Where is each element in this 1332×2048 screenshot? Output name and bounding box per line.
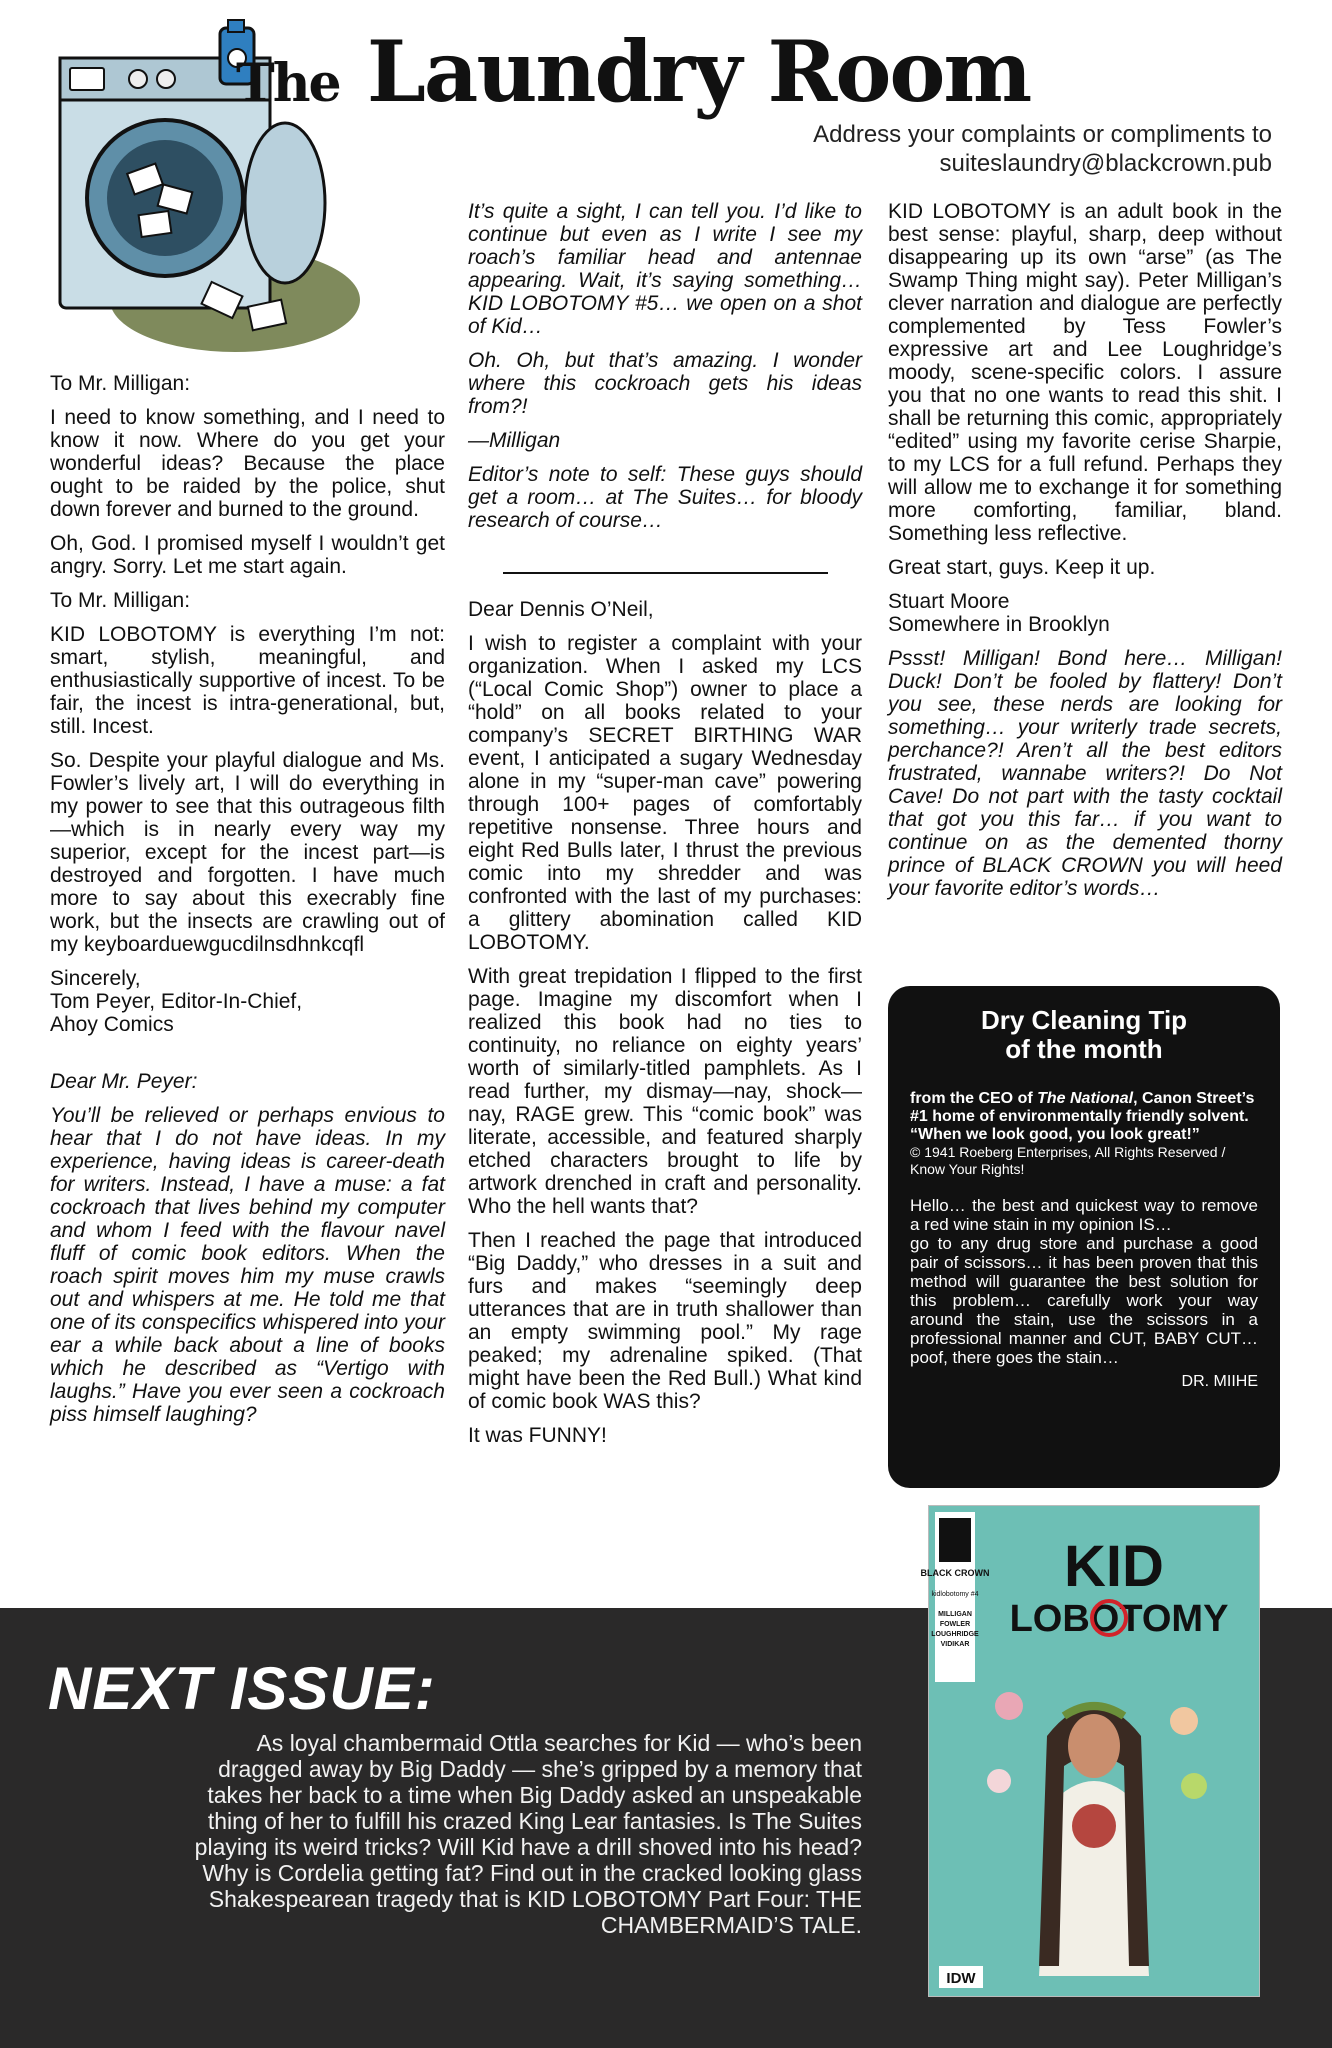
address-block	[813, 120, 1272, 178]
column-1	[50, 372, 445, 1437]
reply-paragraph: You’ll be relieved or perhaps envious to hear that I do not have ideas. In my experience, having ideas is career-death for writers. Instead, I have a muse: a fat cockroach that lives behind my computer and whom I feed with the flavour navel fluff of comic book editors. When the roach spirit moves him my muse crawls out and whispers at me. He told me that one of its conspecifics whispered into your ear a while back about a line of books which he described as “Vertigo with laughs.” Have you ever seen a cockroach piss himself laughing?	[50, 1104, 445, 1426]
letter-salutation: Dear Dennis O’Neil,	[468, 598, 654, 621]
letter-paragraph: I wish to register a complaint with your organization. When I asked my LCS (“Local Comic Shop”) owner to place a “hold” on all books related to your company’s SECRET BIRTHING WAR event, I anticipated a sugary Wednesday alone in my “super-man cave” powering through 100+ pages of comfortably repetitive nonsense. Three hours and eight Red Bulls later, I thrust the previous comic into my shredder and was confronted with the last of my purchases: a glittery abomination called KID LOBOTOMY.	[468, 632, 862, 954]
cake-icon	[1170, 1707, 1198, 1735]
signature-line: Ahoy Comics	[50, 1013, 174, 1036]
dry-cleaning-tip-box	[888, 986, 1280, 1488]
tip-title	[910, 1006, 1258, 1064]
page-title	[236, 22, 1031, 121]
cover-credit: FOWLER	[939, 1621, 971, 1628]
tip-slogan: “When we look good, you look great!”	[910, 1126, 1200, 1143]
column-2	[468, 200, 862, 1458]
cover-credit: LOUGHRIDGE	[931, 1631, 979, 1638]
comic-cover-image	[920, 1505, 1260, 1997]
cake-icon	[1181, 1773, 1207, 1799]
section-divider	[503, 572, 828, 574]
tip-title-line: of the month	[1005, 1034, 1163, 1064]
reply-paragraph: Oh. Oh, but that’s amazing. I wonder where this cockroach gets his ideas from?!	[468, 349, 862, 418]
signature-line: Sincerely,	[50, 967, 141, 990]
cover-issue: kidlobotomy #4	[931, 1591, 979, 1598]
letter-paragraph: KID LOBOTOMY is everything I’m not: smart, stylish, meaningful, and enthusiastically supportive of incest. To be fair, the incest is intra-generational, but, still. Incest.	[50, 623, 445, 738]
letter-paragraph: Oh, God. I promised myself I wouldn’t get angry. Sorry. Let me start again.	[50, 532, 445, 578]
letter-paragraph: With great trepidation I flipped to the first page. Imagine my discomfort when I realized this book had no ties to continuity, no reliance on eighty years’ worth of similarly-titled pamphlets. As I read further, my dismay—nay, shock—nay, RAGE grew. This “comic book” was literate, accessible, and featured sharply etched characters brought to life by artwork drenched in craft and personality. Who the hell wants that?	[468, 965, 862, 1218]
signature-line: Stuart Moore	[888, 590, 1010, 613]
cover-face	[1068, 1714, 1120, 1778]
reply-paragraph: It’s quite a sight, I can tell you. I’d like to continue but even as I write I see my roach’s familiar head and antennae appearing. Wait, it’s saying something… KID LOBOTOMY #5… we open on a shot of Kid…	[468, 200, 862, 338]
next-issue-description: As loyal chambermaid Ottla searches for Kid — who’s been dragged away by Big Daddy — she’s gripped by a memory that takes her back to a time when Big Daddy asked an unspeakable thing of her to fulfill his crazed King Lear fantasies. Is The Suites playing its weird tricks? Will Kid have a drill shoved into his head? Why is Cordelia getting fat? Find out in the cracked looking glass Shakespearean tragedy that is KID LOBOTOMY Part Four: THE CHAMBERMAID’S TALE.	[194, 1730, 862, 1938]
cover-title-line: LOBOTOMY	[1009, 1598, 1229, 1640]
letter-paragraph: So. Despite your playful dialogue and Ms. Fowler’s lively art, I will do everything in my power to see that this outrageous filth—which is in nearly every way my superior, except for the incest part—is destroyed and forgotten. I have much more to say about this execrably fine work, but the insects are crawling out of my keyboarduewgucdilnsdhnkcqfl	[50, 749, 445, 956]
tip-title-line: Dry Cleaning Tip	[980, 1005, 1188, 1035]
tip-from-prefix: from the CEO of	[910, 1090, 1038, 1107]
letter-signature	[50, 967, 445, 1036]
cover-art	[920, 1506, 1259, 1996]
tip-from	[910, 1090, 1258, 1126]
tip-signature: DR. MIIHE	[1181, 1373, 1258, 1390]
tip-from-suffix: , Canon Street’s #1 home of environmentally friendly solvent.	[910, 1090, 1255, 1125]
tip-body	[910, 1196, 1258, 1367]
cake-icon	[995, 1692, 1023, 1720]
cover-imprint: IDW	[946, 1970, 976, 1987]
signature-line: Somewhere in Brooklyn	[888, 613, 1110, 636]
letter-paragraph: Great start, guys. Keep it up.	[888, 556, 1156, 579]
email-address: suiteslaundry@blackcrown.pub	[939, 150, 1272, 177]
knob-icon	[129, 70, 147, 88]
tip-paragraph: go to any drug store and purchase a good pair of scissors… it has been proven that this method will guarantee the best solution for this problem… carefully work your way around the stain, use the scissors in a professional manner and CUT, BABY CUT…poof, there goes the stain…	[910, 1234, 1258, 1367]
column-3	[888, 200, 1282, 911]
envelope-icon	[139, 211, 172, 237]
cake-icon	[1072, 1804, 1116, 1848]
open-door	[245, 123, 325, 283]
next-issue-heading: NEXT ISSUE:	[48, 1655, 436, 1722]
tip-paragraph: Hello… the best and quickest way to remove a red wine stain in my opinion IS…	[910, 1196, 1258, 1234]
cover-credit: VIDIKAR	[940, 1641, 970, 1648]
letter-signature	[888, 590, 1282, 636]
letter-salutation: To Mr. Milligan:	[50, 589, 191, 612]
title-the: The	[236, 53, 340, 114]
letter-paragraph: Then I reached the page that introduced “Big Daddy,” who dresses in a suit and furs and makes “seemingly deep utterances that are in truth shallower than an empty swimming pool.” My rage peaked; my adrenaline spiked. (That might have been the Red Bull.) What kind of comic book WAS this?	[468, 1229, 862, 1413]
tip-copyright: © 1941 Roeberg Enterprises, All Rights Reserved / Know Your Rights!	[910, 1144, 1226, 1177]
cake-icon	[987, 1769, 1011, 1793]
letter-paragraph: It was FUNNY!	[468, 1424, 607, 1447]
address-line: Address your complaints or compliments to	[813, 121, 1272, 148]
letter-salutation: To Mr. Milligan:	[50, 372, 191, 395]
crown-logo-icon	[939, 1518, 971, 1562]
dial-window	[70, 68, 104, 90]
reply-salutation: Dear Mr. Peyer:	[50, 1070, 198, 1093]
letter-paragraph: KID LOBOTOMY is an adult book in the best sense: playful, sharp, deep without disappearing up its own “arse” (as The Swamp Thing might say). Peter Milligan’s clever narration and dialogue are perfectly complemented by Tess Fowler’s expressive art and Lee Loughridge’s moody, scene-specific colors. I assure you that no one wants to read this shit. I shall be returning this comic, appropriately “edited” using my favorite cerise Sharpie, to my LCS for a full refund. Perhaps they will allow me to exchange it for something more comforting, familiar, bland. Something less reflective.	[888, 200, 1282, 545]
cover-publisher: BLACK CROWN	[920, 1568, 990, 1578]
cover-credit: MILLIGAN	[938, 1611, 972, 1618]
editor-aside: Pssst! Milligan! Bond here… Milligan! Duck! Don’t be fooled by flattery! Don’t you see, these nerds are looking for something… your writerly trade secrets, perchance?! Aren’t all the best editors frustrated, wannabe writers?! Do Not Cave! Do not part with the tasty cocktail that got you this far… if you want to continue on as the demented thorny prince of BLACK CROWN you will heed your favorite editor’s words…	[888, 647, 1282, 900]
reply-signature: —Milligan	[468, 429, 561, 452]
knob-icon	[157, 70, 175, 88]
title-main: Laundry Room	[366, 22, 1031, 121]
signature-line: Tom Peyer, Editor-In-Chief,	[50, 990, 303, 1013]
letter-paragraph: I need to know something, and I need to know it now. Where do you get your wonderful ideas? Because the place ought to be raided by the police, shut down forever and burned to the ground.	[50, 406, 445, 521]
editor-note: Editor’s note to self: These guys should get a room… at The Suites… for bloody research of course…	[468, 463, 862, 532]
tip-from-company: The National	[1037, 1090, 1134, 1107]
cover-title-line: KID	[1064, 1534, 1164, 1599]
